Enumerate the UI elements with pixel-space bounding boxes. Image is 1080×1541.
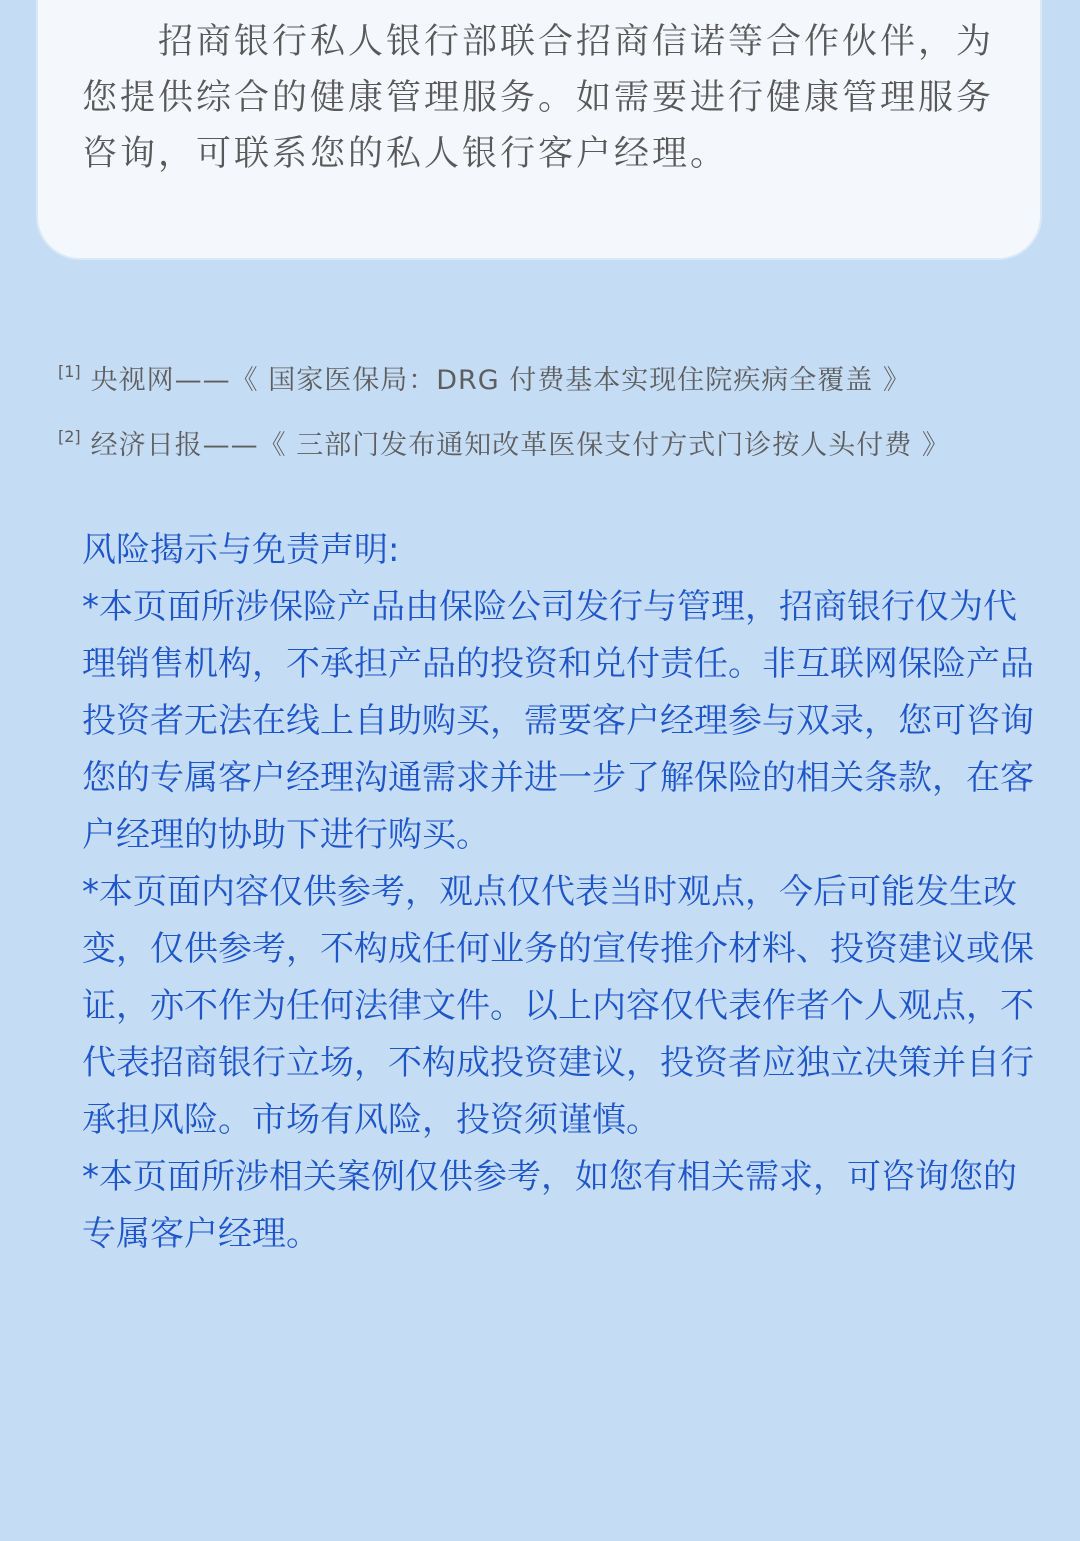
reference-item xyxy=(58,409,1058,474)
disclaimer-item: *本页面所涉保险产品由保险公司发行与管理，招商银行仅为代理销售机构，不承担产品的投资和兑付责任。非互联网保险产品投资者无法在线上自助购买，需要客户经理参与双录，您可咨询您的专属客户经理沟通需求并进一步了解保险的相关条款，在客户经理的协助下进行购买。 xyxy=(82,587,1034,855)
disclaimer-title: 风险揭示与免责声明: xyxy=(82,530,400,570)
disclaimer-item: *本页面所涉相关案例仅供参考，如您有相关需求，可咨询您的专属客户经理。 xyxy=(82,1157,1017,1254)
risk-disclaimer xyxy=(82,522,1042,1263)
reference-text: 经济日报——《 三部门发布通知改革医保支付方式门诊按人头付费 》 xyxy=(90,430,950,461)
reference-text: 央视网——《 国家医保局：DRG 付费基本实现住院疾病全覆盖 》 xyxy=(90,365,911,396)
health-service-card xyxy=(36,0,1042,260)
references-list xyxy=(58,344,1058,474)
disclaimer-item: *本页面内容仅供参考，观点仅代表当时观点，今后可能发生改变，仅供参考，不构成任何业务的宣传推介材料、投资建议或保证，亦不作为任何法律文件。以上内容仅代表作者个人观点，不代表招商银行立场，不构成投资建议，投资者应独立决策并自行承担风险。市场有风险，投资须谨慎。 xyxy=(82,872,1034,1140)
reference-marker: [2] xyxy=(58,427,81,446)
reference-marker: [1] xyxy=(58,362,81,381)
reference-item xyxy=(58,344,1058,409)
health-service-text: 招商银行私人银行部联合招商信诺等合作伙伴，为您提供综合的健康管理服务。如需要进行健康管理服务咨询，可联系您的私人银行客户经理。 xyxy=(82,22,995,174)
